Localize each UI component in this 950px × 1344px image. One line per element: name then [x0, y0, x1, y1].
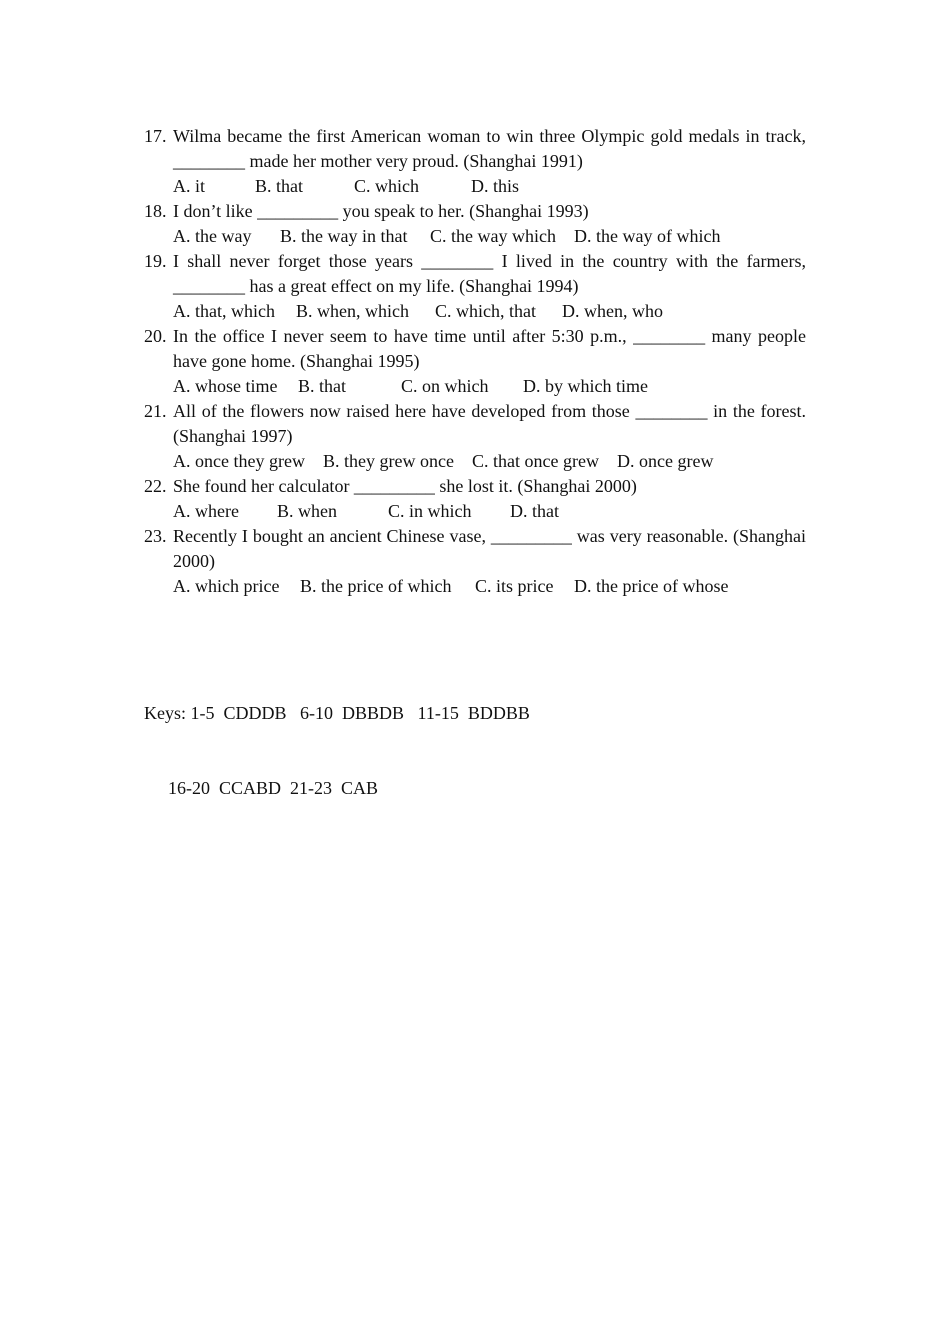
option-c: C. which [354, 176, 419, 196]
option-d: D. the price of whose [574, 576, 729, 596]
option-b: B. when, which [296, 301, 409, 321]
question-number: 21. [144, 401, 167, 421]
option-a: A. which price [173, 576, 280, 596]
option-c: C. its price [475, 576, 554, 596]
question-22 [144, 474, 806, 524]
option-b: B. that [255, 176, 303, 196]
option-b: B. that [298, 376, 346, 396]
question-23 [144, 524, 806, 599]
option-d: D. this [471, 176, 520, 196]
option-d: D. when, who [562, 301, 663, 321]
question-number: 19. [144, 251, 167, 271]
question-stem: In the office I never seem to have time until after 5:30 p.m., ________ many people have gone home. (Shanghai 1995) [173, 326, 806, 371]
answer-options [173, 174, 806, 199]
question-17 [144, 124, 806, 199]
option-b: B. the way in that [280, 226, 408, 246]
option-b: B. the price of which [300, 576, 452, 596]
option-a: A. once they grew [173, 451, 305, 471]
question-stem: I shall never forget those years ________ I lived in the country with the farmers, ________ has a great effect on my life. (Shanghai 1994) [173, 251, 806, 296]
answer-options [173, 574, 806, 599]
answer-options [173, 374, 806, 399]
option-c: C. which, that [435, 301, 536, 321]
question-20 [144, 324, 806, 399]
question-stem: All of the flowers now raised here have developed from those ________ in the forest. (Shanghai 1997) [173, 401, 806, 446]
option-b: B. when [277, 501, 337, 521]
option-a: A. where [173, 501, 239, 521]
option-a: A. whose time [173, 376, 278, 396]
option-a: A. the way [173, 226, 252, 246]
question-stem: I don’t like _________ you speak to her. (Shanghai 1993) [173, 201, 589, 221]
answer-keys-line-1: Keys: 1-5 CDDDB 6-10 DBBDB 11-15 BDDBB [144, 703, 530, 723]
question-21 [144, 399, 806, 474]
option-d: D. by which time [523, 376, 648, 396]
option-c: C. on which [401, 376, 489, 396]
answer-options [173, 449, 806, 474]
option-c: C. in which [388, 501, 472, 521]
question-number: 22. [144, 476, 167, 496]
answer-options [173, 299, 806, 324]
question-18 [144, 199, 806, 249]
option-d: D. once grew [617, 451, 714, 471]
option-b: B. they grew once [323, 451, 454, 471]
document-page [144, 124, 806, 851]
question-stem: Wilma became the first American woman to win three Olympic gold medals in track, ________ made her mother very proud. (Shanghai 1991) [173, 126, 806, 171]
question-number: 20. [144, 326, 167, 346]
answer-options [173, 499, 806, 524]
option-c: C. that once grew [472, 451, 599, 471]
answer-keys-line-2: 16-20 CCABD 21-23 CAB [168, 778, 379, 798]
question-19 [144, 249, 806, 324]
option-a: A. that, which [173, 301, 275, 321]
question-number: 23. [144, 526, 167, 546]
answer-keys [144, 651, 806, 851]
question-number: 17. [144, 126, 167, 146]
answer-options [173, 224, 806, 249]
question-stem: Recently I bought an ancient Chinese vase, _________ was very reasonable. (Shanghai 2000) [173, 526, 806, 571]
option-c: C. the way which [430, 226, 556, 246]
option-a: A. it [173, 176, 206, 196]
question-number: 18. [144, 201, 167, 221]
question-stem: She found her calculator _________ she lost it. (Shanghai 2000) [173, 476, 637, 496]
option-d: D. that [510, 501, 559, 521]
option-d: D. the way of which [574, 226, 721, 246]
